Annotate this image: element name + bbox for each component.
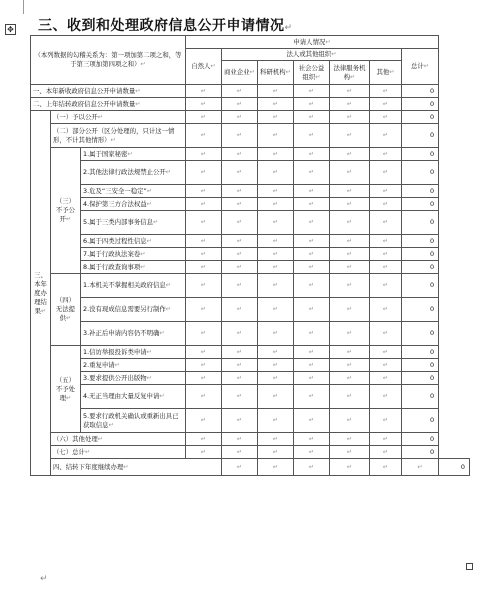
table-row [31,261,470,274]
row-total: 0 [402,409,439,433]
empty-cell: ↵ [370,85,402,98]
empty-cell: ↵ [294,161,330,185]
table-row [31,248,470,261]
row-total: 0 [439,459,470,476]
empty-cell: ↵ [186,235,222,248]
row-total: 0 [402,385,439,409]
empty-cell: ↵ [370,409,402,433]
table-row [31,198,470,211]
empty-cell: ↵ [222,359,258,372]
table-row [31,346,470,359]
empty-cell: ↵ [258,385,294,409]
empty-cell: ↵ [222,248,258,261]
empty-cell: ↵ [222,433,258,446]
empty-cell: ↵ [186,261,222,274]
empty-cell: ↵ [222,211,258,235]
row-total: 0 [402,185,439,198]
empty-cell: ↵ [222,298,258,322]
row-label: 8.属于行政查询事项↵ [81,261,186,274]
empty-cell: ↵ [294,433,330,446]
row-total: 0 [402,433,439,446]
header-social-cell: 社会公益组织↵ [294,61,330,85]
empty-cell: ↵ [186,198,222,211]
empty-cell: ↵ [330,261,370,274]
empty-cell: ↵ [294,385,330,409]
table-row [31,161,470,185]
header-natural-cell: 自然人↵ [186,49,222,85]
empty-cell: ↵ [222,409,258,433]
empty-cell: ↵ [186,372,222,385]
empty-cell: ↵ [258,211,294,235]
empty-cell: ↵ [370,446,402,459]
empty-cell: ↵ [330,248,370,261]
table-row [31,359,470,372]
row-total: 0 [402,85,439,98]
empty-cell: ↵ [222,198,258,211]
empty-cell: ↵ [222,85,258,98]
row-total: 0 [402,198,439,211]
table-move-icon[interactable]: ✥ [5,24,16,35]
empty-cell: ↵ [402,459,439,476]
empty-cell: ↵ [294,359,330,372]
row-total: 0 [402,98,439,111]
empty-cell: ↵ [330,359,370,372]
empty-cell: ↵ [258,185,294,198]
table-row [31,433,470,446]
header-legal-service-cell: 法律服务机构↵ [330,61,370,85]
row-total: 0 [402,346,439,359]
row-total: 0 [402,274,439,298]
empty-cell: ↵ [330,124,370,148]
empty-cell: ↵ [186,409,222,433]
empty-cell: ↵ [330,85,370,98]
row-total: 0 [402,322,439,346]
row-label: 1.属于国家秘密↵ [81,148,186,161]
empty-cell: ↵ [330,111,370,124]
empty-cell: ↵ [330,322,370,346]
empty-cell: ↵ [222,385,258,409]
row-label: （六）其他处理↵ [51,433,186,446]
empty-cell: ↵ [330,298,370,322]
empty-cell: ↵ [186,111,222,124]
empty-cell: ↵ [222,148,258,161]
empty-cell: ↵ [186,385,222,409]
empty-cell: ↵ [258,459,294,476]
empty-cell: ↵ [222,124,258,148]
table-row [31,298,470,322]
empty-cell: ↵ [330,385,370,409]
row-label: 2.重复申请↵ [81,359,186,372]
empty-cell: ↵ [222,446,258,459]
empty-cell: ↵ [186,124,222,148]
table-row [31,211,470,235]
empty-cell: ↵ [330,372,370,385]
empty-cell: ↵ [294,148,330,161]
empty-cell: ↵ [294,211,330,235]
empty-cell: ↵ [222,274,258,298]
table-row [31,385,470,409]
row-label: （二）部分公开（区分处理的，只计这一情形，不计其他情形）↵ [51,124,186,148]
row-total: 0 [402,446,439,459]
group-five-label: （五）不予处理↵ [51,346,81,433]
empty-cell: ↵ [186,98,222,111]
empty-cell: ↵ [294,298,330,322]
row-label: 一、本年新收政府信息公开申请数量↵ [31,85,186,98]
header-legal-org-cell: 法人或其他组织↵ [222,49,402,61]
empty-cell: ↵ [222,372,258,385]
empty-cell: ↵ [294,98,330,111]
row-label: 1.本机关不掌握相关政府信息↵ [81,274,186,298]
empty-cell: ↵ [370,433,402,446]
empty-cell: ↵ [258,161,294,185]
table-row [31,446,470,459]
empty-cell: ↵ [222,261,258,274]
empty-cell: ↵ [222,235,258,248]
empty-cell: ↵ [330,98,370,111]
table-row [31,124,470,148]
empty-cell: ↵ [258,248,294,261]
table-row [31,185,470,198]
empty-cell: ↵ [222,459,258,476]
row-total: 0 [402,235,439,248]
row-label: 二、上年结转政府信息公开申请数量↵ [31,98,186,111]
empty-cell: ↵ [370,322,402,346]
empty-cell: ↵ [330,433,370,446]
empty-cell: ↵ [294,459,330,476]
empty-cell: ↵ [294,274,330,298]
empty-cell: ↵ [370,235,402,248]
empty-cell: ↵ [294,248,330,261]
header-other-cell: 其他↵ [370,61,402,85]
table-row [31,459,470,476]
empty-cell: ↵ [258,298,294,322]
table-row [31,322,470,346]
empty-cell: ↵ [330,148,370,161]
section-three-label: 三、本年度办理结果↵ [31,111,51,476]
empty-cell: ↵ [186,446,222,459]
empty-cell: ↵ [294,372,330,385]
row-label: 5.要求行政机关确认或重新出具已获取信息↵ [81,409,186,433]
empty-cell: ↵ [370,198,402,211]
empty-cell: ↵ [186,274,222,298]
empty-cell: ↵ [370,274,402,298]
empty-cell: ↵ [258,124,294,148]
empty-cell: ↵ [186,298,222,322]
empty-cell: ↵ [294,111,330,124]
row-label: （一）予以公开↵ [51,111,186,124]
empty-cell: ↵ [222,346,258,359]
table-row [31,148,470,161]
empty-cell: ↵ [370,161,402,185]
empty-cell: ↵ [186,85,222,98]
empty-cell: ↵ [258,359,294,372]
empty-cell: ↵ [258,235,294,248]
row-label: 4.无正当理由大量反复申请↵ [81,385,186,409]
table-row [31,409,470,433]
empty-cell: ↵ [370,248,402,261]
empty-cell: ↵ [294,85,330,98]
empty-cell: ↵ [370,372,402,385]
empty-cell: ↵ [222,161,258,185]
empty-cell: ↵ [258,148,294,161]
empty-cell: ↵ [370,359,402,372]
empty-cell: ↵ [294,124,330,148]
empty-cell: ↵ [370,459,402,476]
row-label: 2.没有现成信息需要另行制作↵ [81,298,186,322]
row-label: （七）总计↵ [51,446,186,459]
empty-cell: ↵ [294,322,330,346]
empty-cell: ↵ [186,161,222,185]
row-label: 1.信访举报投诉类申请↵ [81,346,186,359]
empty-cell: ↵ [186,248,222,261]
row-total: 0 [402,372,439,385]
row-total: 0 [402,261,439,274]
row-label: 3.补正后申请内容仍不明确↵ [81,322,186,346]
empty-cell: ↵ [330,235,370,248]
empty-cell: ↵ [294,235,330,248]
empty-cell: ↵ [222,98,258,111]
empty-cell: ↵ [258,274,294,298]
table-resize-handle[interactable] [466,563,473,570]
empty-cell: ↵ [258,322,294,346]
page-title [38,15,293,35]
row-total: 0 [402,124,439,148]
empty-cell: ↵ [258,111,294,124]
empty-cell: ↵ [370,148,402,161]
page-corner-mark [13,0,24,14]
empty-cell: ↵ [186,359,222,372]
empty-cell: ↵ [258,346,294,359]
empty-cell: ↵ [330,211,370,235]
table-row [31,111,470,124]
row-label: 6.属于四类过程性信息↵ [81,235,186,248]
empty-cell: ↵ [186,211,222,235]
empty-cell: ↵ [370,385,402,409]
empty-cell: ↵ [330,185,370,198]
row-total: 0 [402,298,439,322]
empty-cell: ↵ [294,446,330,459]
row-total: 0 [402,359,439,372]
row-label: 3.危及“三安全一稳定”↵ [81,185,186,198]
empty-cell: ↵ [258,433,294,446]
empty-cell: ↵ [222,111,258,124]
empty-cell: ↵ [294,409,330,433]
header-business-cell: 商业企业↵ [222,61,258,85]
empty-cell: ↵ [294,185,330,198]
row-label: 7.属于行政执法案卷↵ [81,248,186,261]
table-row [31,274,470,298]
empty-cell: ↵ [330,409,370,433]
header-note-cell: （本列数据的勾稽关系为：第一项加第二项之和，等于第三项加第四项之和）↵ [31,36,186,85]
empty-cell: ↵ [330,274,370,298]
empty-cell: ↵ [330,198,370,211]
empty-cell: ↵ [258,98,294,111]
empty-cell: ↵ [186,322,222,346]
table-row [31,98,470,111]
group-three-label: （三）不予公开↵ [51,148,81,274]
row-total: 0 [402,161,439,185]
paragraph-mark-icon: ↵ [284,23,293,33]
empty-cell: ↵ [258,409,294,433]
row-label: 四、结转下年度继续办理↵ [51,459,222,476]
empty-cell: ↵ [258,261,294,274]
empty-cell: ↵ [370,298,402,322]
row-total: 0 [402,111,439,124]
table-row [31,85,470,98]
row-label: 3.要求提供公开出版物↵ [81,372,186,385]
title-text: 三、收到和处理政府信息公开申请情况 [38,18,285,34]
paragraph-mark-icon: ↵ [40,574,48,584]
empty-cell: ↵ [294,346,330,359]
application-stats-table [30,35,470,476]
empty-cell: ↵ [258,198,294,211]
empty-cell: ↵ [330,161,370,185]
group-four-label: （四）无法提供↵ [51,274,81,346]
empty-cell: ↵ [330,446,370,459]
row-total: 0 [402,248,439,261]
header-total-cell: 总计↵ [402,49,439,85]
empty-cell: ↵ [294,198,330,211]
empty-cell: ↵ [222,322,258,346]
row-total: 0 [402,211,439,235]
row-label: 4.保护第三方合法权益↵ [81,198,186,211]
empty-cell: ↵ [258,372,294,385]
empty-cell: ↵ [370,111,402,124]
empty-cell: ↵ [186,185,222,198]
empty-cell: ↵ [258,85,294,98]
header-applicant-cell: 申请人情况↵ [186,36,439,49]
empty-cell: ↵ [330,459,370,476]
row-label: 5.属于三类内部事务信息↵ [81,211,186,235]
empty-cell: ↵ [186,433,222,446]
table-row [31,372,470,385]
table-row [31,235,470,248]
empty-cell: ↵ [258,446,294,459]
empty-cell: ↵ [294,261,330,274]
empty-cell: ↵ [330,346,370,359]
empty-cell: ↵ [370,261,402,274]
empty-cell: ↵ [186,148,222,161]
empty-cell: ↵ [370,98,402,111]
row-label: 2.其他法律行政法规禁止公开↵ [81,161,186,185]
row-total: 0 [402,148,439,161]
empty-cell: ↵ [370,346,402,359]
header-research-cell: 科研机构↵ [258,61,294,85]
empty-cell: ↵ [370,211,402,235]
empty-cell: ↵ [370,124,402,148]
empty-cell: ↵ [222,185,258,198]
empty-cell: ↵ [186,346,222,359]
empty-cell: ↵ [370,185,402,198]
